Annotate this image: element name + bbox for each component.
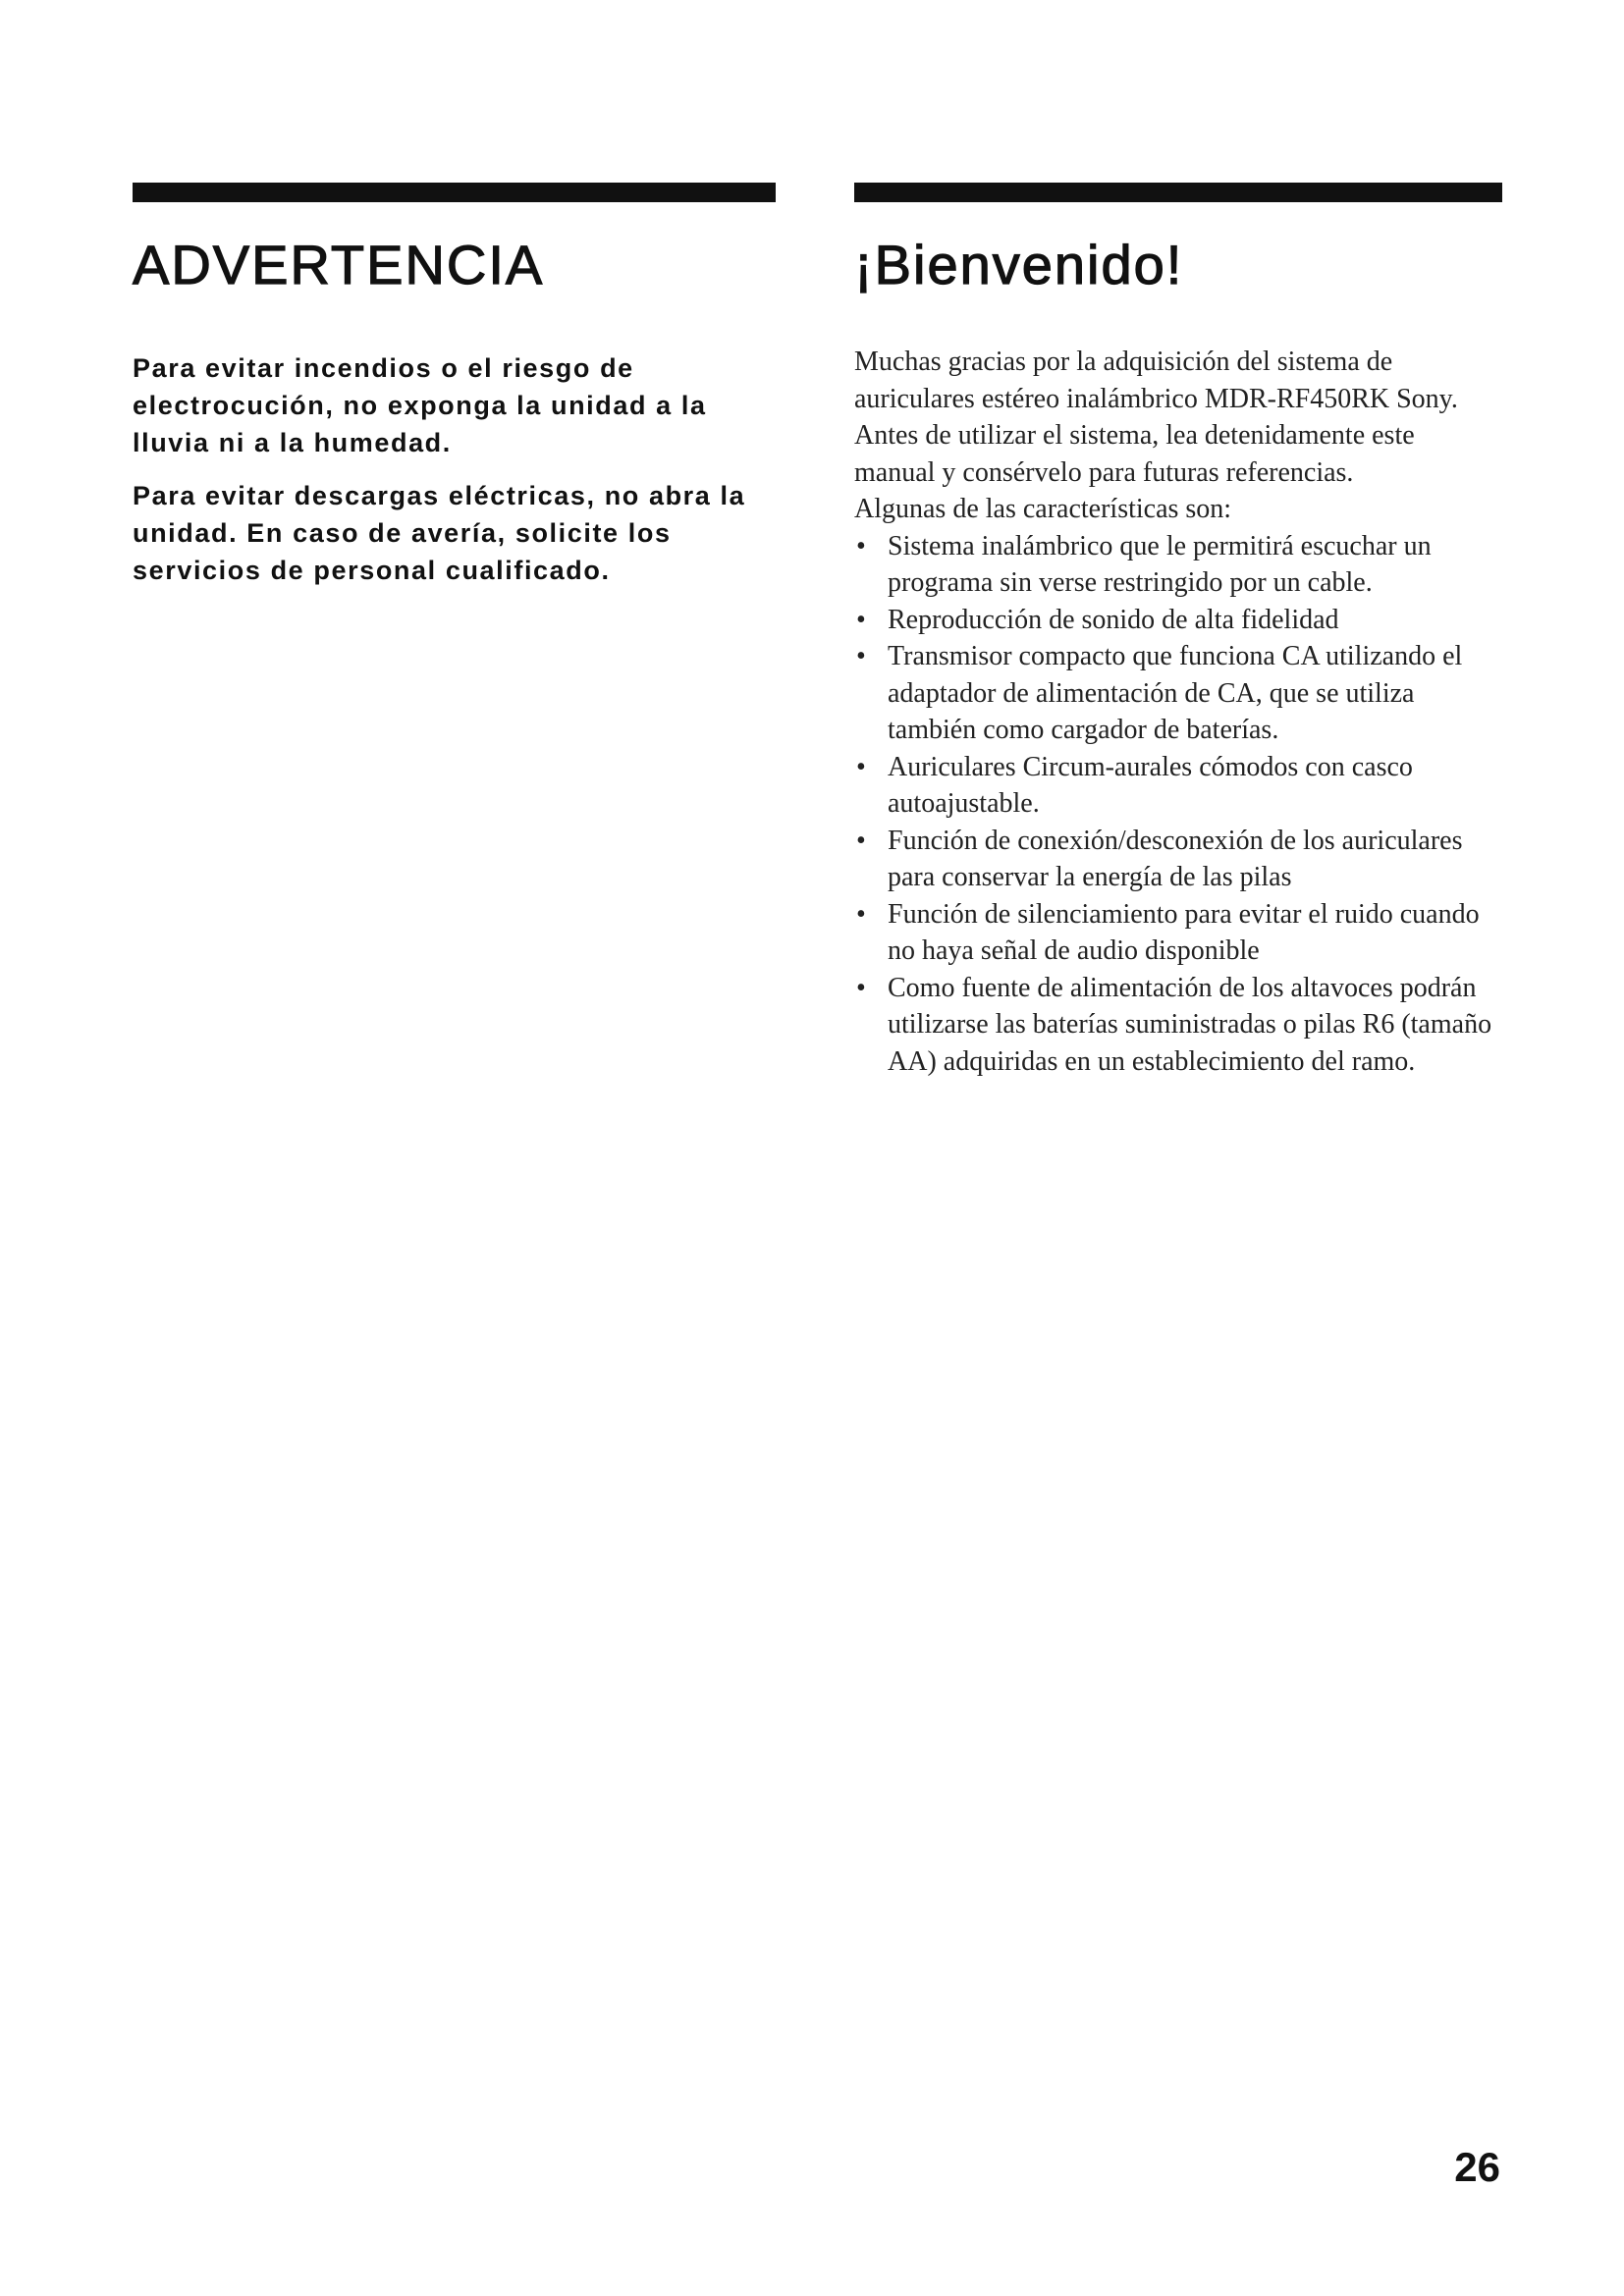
feature-list xyxy=(854,528,1502,1081)
bullet: • xyxy=(856,530,866,561)
bullet: • xyxy=(856,751,866,782)
warning-paragraph-fire: Para evitar incendios o el riesgo de electrocución, no exponga la unidad a la lluvia ni a la humedad. xyxy=(133,353,707,457)
feature-text: Función de silenciamiento para evitar el ruido cuando no haya señal de audio disponible xyxy=(888,898,1480,966)
bullet: • xyxy=(856,641,866,671)
bullet: • xyxy=(856,825,866,856)
list-item xyxy=(854,896,1502,970)
feature-text: Transmisor compacto que funciona CA utilizando el adaptador de alimentación de CA, que se utiliza también como cargador de baterías. xyxy=(888,641,1463,745)
welcome-title: ¡Bienvenido! xyxy=(854,234,1184,295)
welcome-body xyxy=(854,344,1502,1080)
feature-text: Reproducción de sonido de alta fidelidad xyxy=(888,604,1339,635)
list-item xyxy=(854,528,1502,602)
warning-title: ADVERTENCIA xyxy=(133,234,545,295)
list-item xyxy=(854,970,1502,1081)
feature-text: Como fuente de alimentación de los altavoces podrán utilizarse las baterías suministradas o pilas R6 (tamaño AA) adquiridas en un establecimiento del ramo. xyxy=(888,972,1492,1077)
warning-section xyxy=(133,183,776,589)
list-item xyxy=(854,602,1502,639)
welcome-section xyxy=(854,183,1502,1080)
list-item xyxy=(854,638,1502,749)
section-rule xyxy=(854,183,1502,202)
warning-paragraph-shock: Para evitar descargas eléctricas, no abra la unidad. En caso de avería, solicite los servicios de personal cualificado. xyxy=(133,481,746,585)
feature-text: Sistema inalámbrico que le permitirá escuchar un programa sin verse restringido por un cable. xyxy=(888,530,1432,598)
section-rule xyxy=(133,183,776,202)
feature-text: Auriculares Circum-aurales cómodos con casco autoajustable. xyxy=(888,751,1413,819)
list-item xyxy=(854,749,1502,823)
intro-features-lead: Algunas de las características son: xyxy=(854,494,1232,524)
feature-text: Función de conexión/desconexión de los auriculares para conservar la energía de las pilas xyxy=(888,825,1463,892)
intro-thanks: Muchas gracias por la adquisición del sistema de auriculares estéreo inalámbrico MDR-RF450RK Sony. xyxy=(854,347,1458,414)
bullet: • xyxy=(856,972,866,1003)
bullet: • xyxy=(856,898,866,930)
bullet: • xyxy=(856,604,866,635)
list-item xyxy=(854,823,1502,896)
intro-read-manual: Antes de utilizar el sistema, lea detenidamente este manual y consérvelo para futuras referencias. xyxy=(854,420,1415,488)
page-number: 26 xyxy=(1454,2144,1500,2190)
